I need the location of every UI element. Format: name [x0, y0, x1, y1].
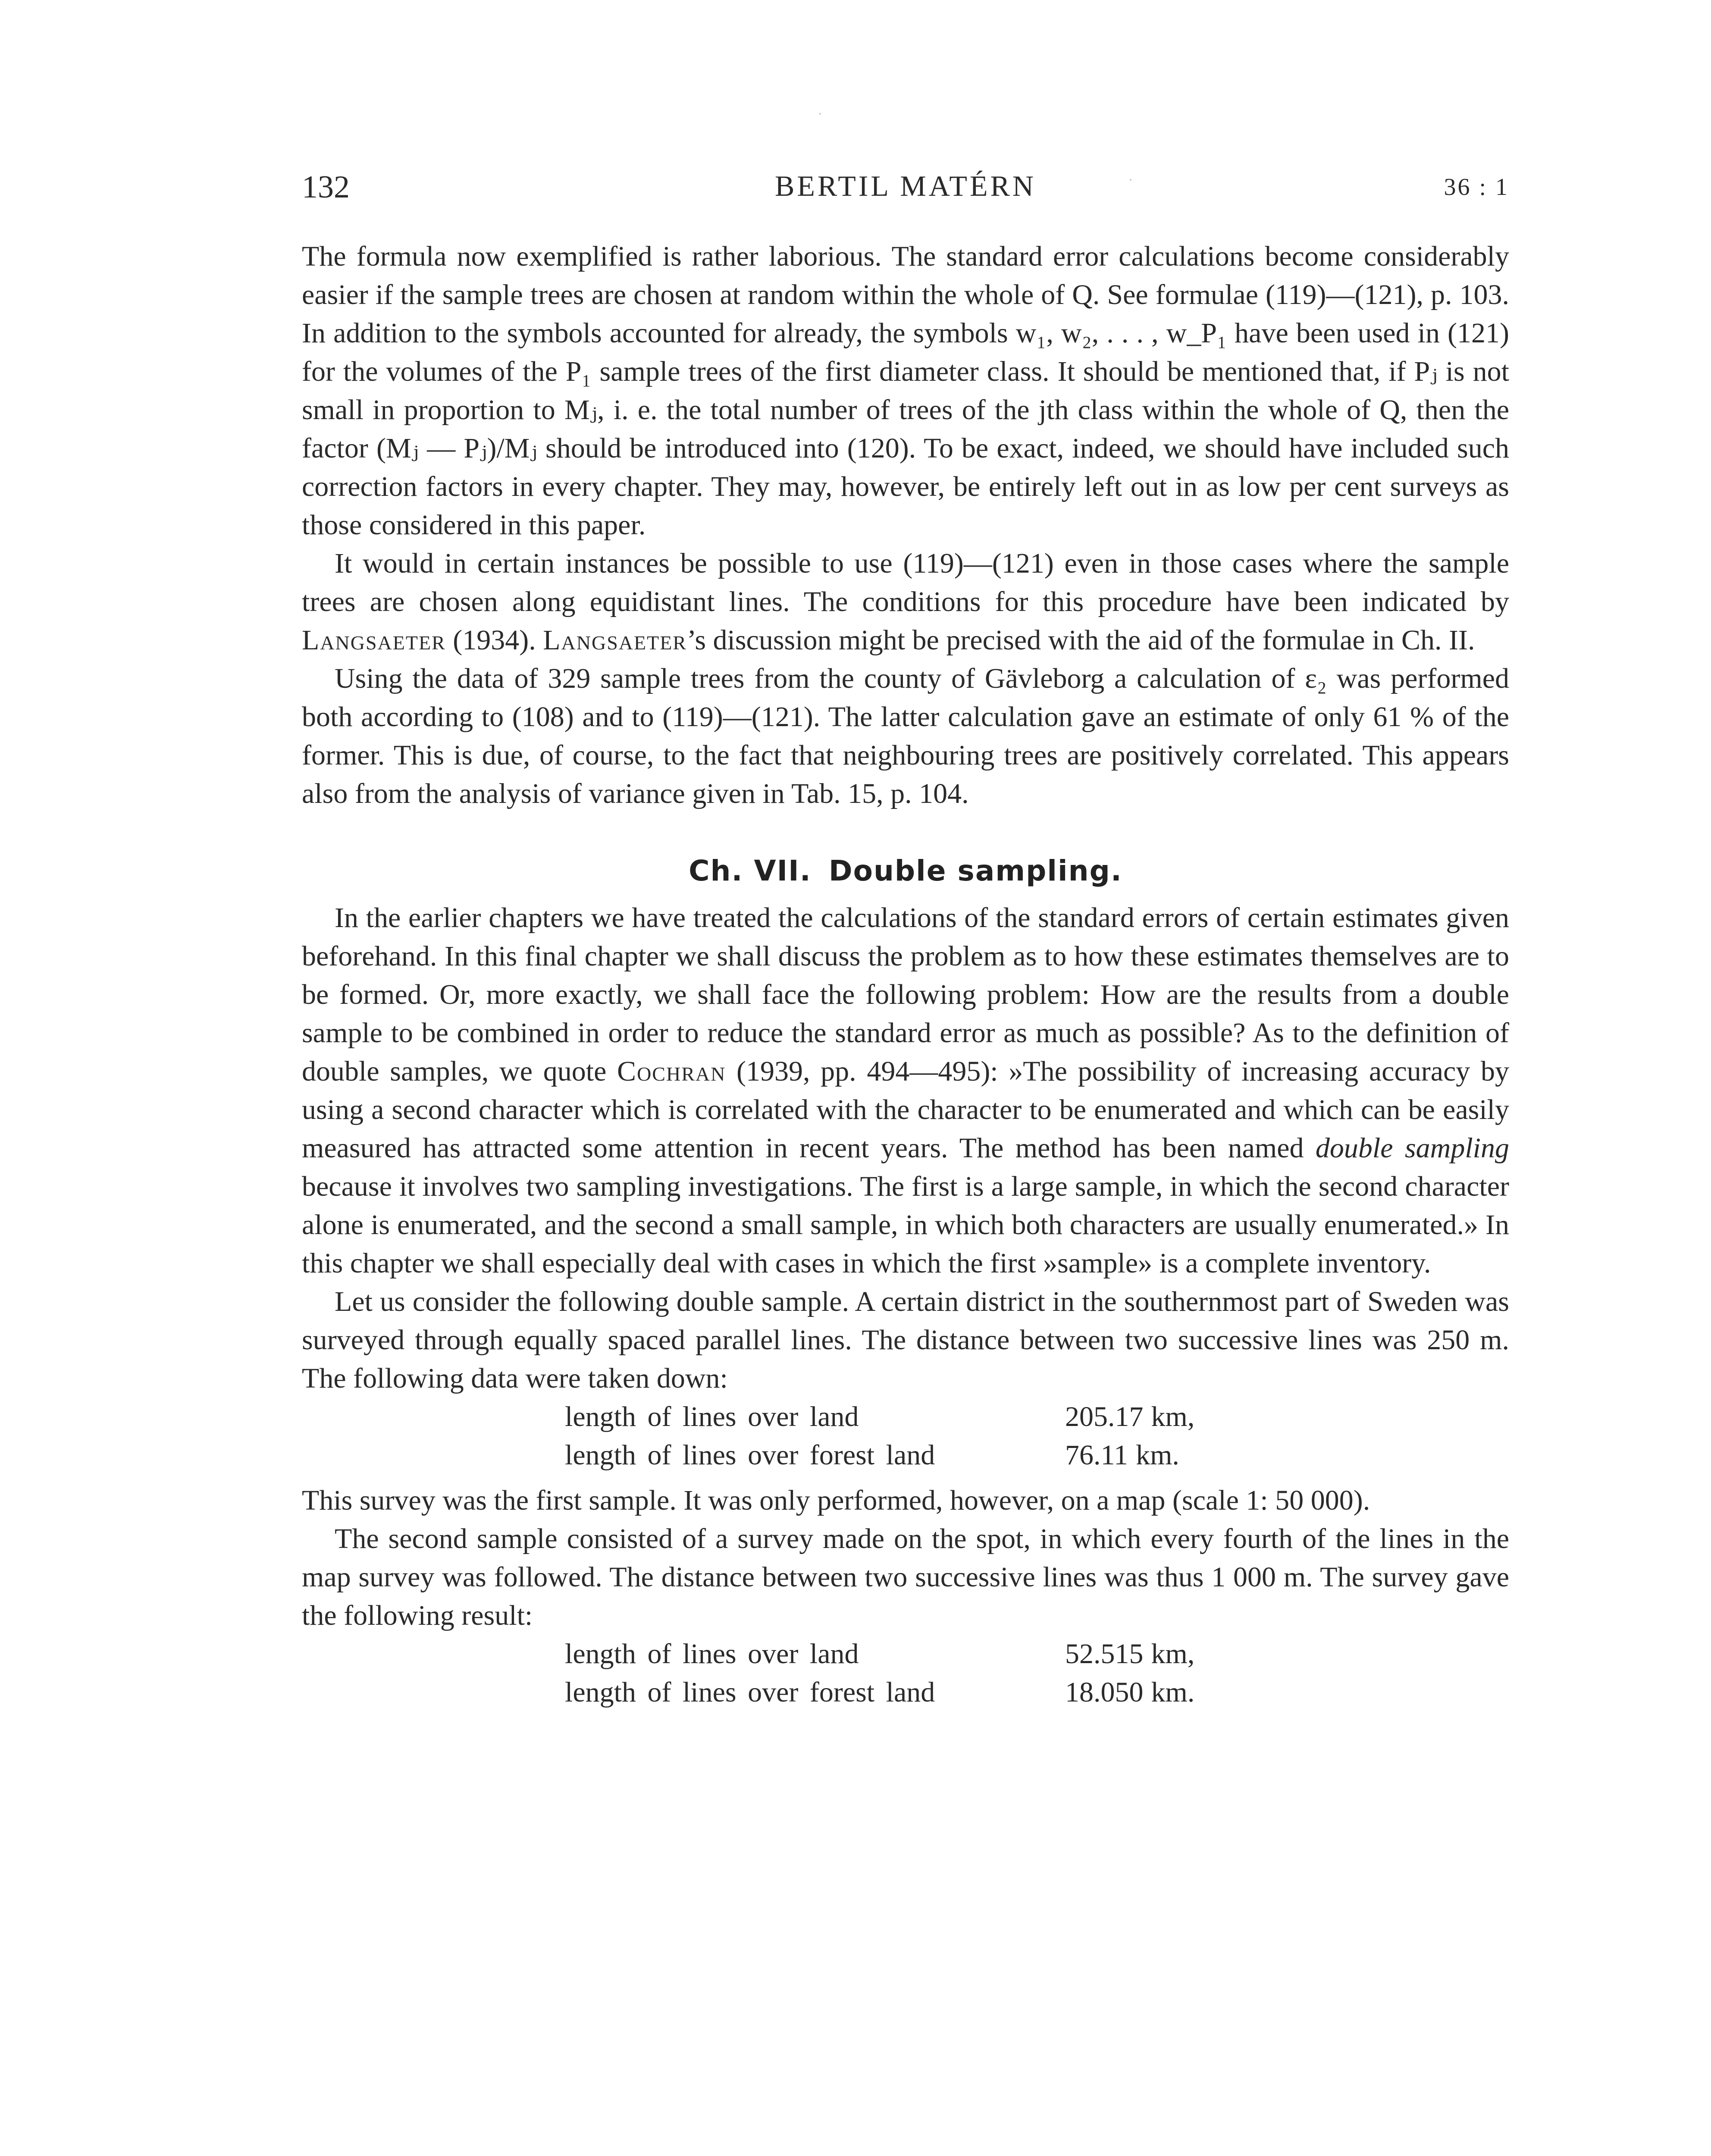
row-label: length of lines over forest land	[565, 1677, 935, 1708]
paragraph-text: (1934).	[445, 624, 543, 656]
paragraph-text: In the earlier chapters we have treated the calculations of the standard errors of certain estimates given beforehand. In this final chapter we shall discuss the problem as to how these estimates themselves are to be formed. Or, more exactly, we shall face the following problem: How are the results from a double sample to be combined in order to reduce the standard error as much as possible? As to the definition of double samples, we quote	[302, 902, 1509, 1087]
running-author: BERTIL MATÉRN	[775, 169, 1036, 202]
row-value	[1065, 1436, 1238, 1474]
paragraph-equidistant-lines	[302, 544, 1509, 659]
row-label: length of lines over forest land	[565, 1439, 935, 1471]
scan-speck	[819, 113, 821, 115]
value-number: 52.515	[1065, 1638, 1144, 1670]
row-label: length of lines over land	[565, 1401, 859, 1432]
paragraph-gavleborg: Using the data of 329 sample trees from the county of Gävleborg a calculation of ε₂ was performed both according to (108) and to (119)—(121). The latter calculation gave an estimate of only 61 % of the former. This is due, of course, to the fact that neighbouring trees are positively correlated. This appears also from the analysis of variance given in Tab. 15, p. 104.	[302, 663, 1509, 809]
value-unit: km.	[1136, 1439, 1179, 1471]
citation-langsaeter: Langsaeter	[543, 624, 687, 656]
table-row	[565, 1673, 1509, 1711]
data-table-second-sample	[565, 1635, 1509, 1711]
paragraph-text: ’s discussion might be precised with the aid of the formulae in Ch. II.	[687, 624, 1475, 656]
chapter-heading	[302, 854, 1509, 887]
row-label: length of lines over land	[565, 1638, 859, 1670]
value-number: 205.17	[1065, 1401, 1144, 1432]
paragraph-second-sample: The second sample consisted of a survey made on the spot, in which every fourth of the lines in the map survey was followed. The distance between two successive lines was thus 1 000 m. The survey gave the following result:	[302, 1523, 1509, 1631]
row-value	[1065, 1673, 1238, 1711]
paragraph-formula-laborious: The formula now exemplified is rather laborious. The standard error calculations become considerably easier if the sample trees are chosen at random within the whole of Q. See formulae (119)—(121), p. 103. In addition to the symbols accounted for already, the symbols w₁, w₂, . . . , w_P₁ have been used in (121) for the volumes of the P₁ sample trees of the first diameter class. It should be mentioned that, if Pⱼ is not small in proportion to Mⱼ, i. e. the total number of trees of the jth class within the whole of Q, then the factor (Mⱼ — Pⱼ)/Mⱼ should be introduced into (120). To be exact, indeed, we should have included such correction factors in every chapter. They may, however, be entirely left out in as low per cent surveys as those considered in this paper.	[302, 241, 1509, 541]
volume-number: 36 : 1	[1444, 174, 1509, 201]
emphasis-double-sampling: double sampling	[1315, 1132, 1509, 1164]
paragraph-text: (1939, pp. 494—495): »The possibility of increasing accuracy by using a second character which is correlated with the character to be enumerated and which can be easily measured has attracted some attention in recent years. The method has been named	[302, 1056, 1509, 1164]
citation-langsaeter: Langsaeter	[302, 624, 446, 656]
paragraph-text: because it involves two sampling investigations. The first is a large sample, in which the second character alone is enumerated, and the second a small sample, in which both characters are usually enumerated.» In this chapter we shall especially deal with cases in which the first »sample» is a complete inventory.	[302, 1171, 1509, 1279]
table-row	[565, 1436, 1509, 1474]
value-unit: km.	[1151, 1677, 1195, 1708]
running-header	[302, 169, 1509, 216]
text-body	[302, 237, 1509, 1711]
value-unit: km,	[1151, 1401, 1195, 1432]
chapter-title: Double sampling.	[828, 854, 1122, 887]
paragraph-first-sample: This survey was the first sample. It was only performed, however, on a map (scale 1: 50 000).	[302, 1485, 1370, 1516]
paragraph-text: It would in certain instances be possible to use (119)—(121) even in those cases where the sample trees are chosen along equidistant lines. The conditions for this procedure have been indicated by	[302, 548, 1509, 617]
row-value	[1065, 1635, 1238, 1673]
data-table-first-sample	[565, 1398, 1509, 1474]
chapter-number: Ch. VII.	[689, 854, 812, 887]
table-row	[565, 1398, 1509, 1436]
paragraph-district-survey: Let us consider the following double sample. A certain district in the southernmost part of Sweden was surveyed through equally spaced parallel lines. The distance between two successive lines was 250 m. The following data were taken down:	[302, 1286, 1509, 1394]
value-number: 18.050	[1065, 1677, 1144, 1708]
page-number: 132	[302, 169, 350, 205]
row-value	[1065, 1398, 1238, 1436]
table-row	[565, 1635, 1509, 1673]
value-unit: km,	[1151, 1638, 1195, 1670]
paragraph-double-samples	[302, 899, 1509, 1282]
citation-cochran: Cochran	[617, 1056, 726, 1087]
value-number: 76.11	[1065, 1439, 1128, 1471]
